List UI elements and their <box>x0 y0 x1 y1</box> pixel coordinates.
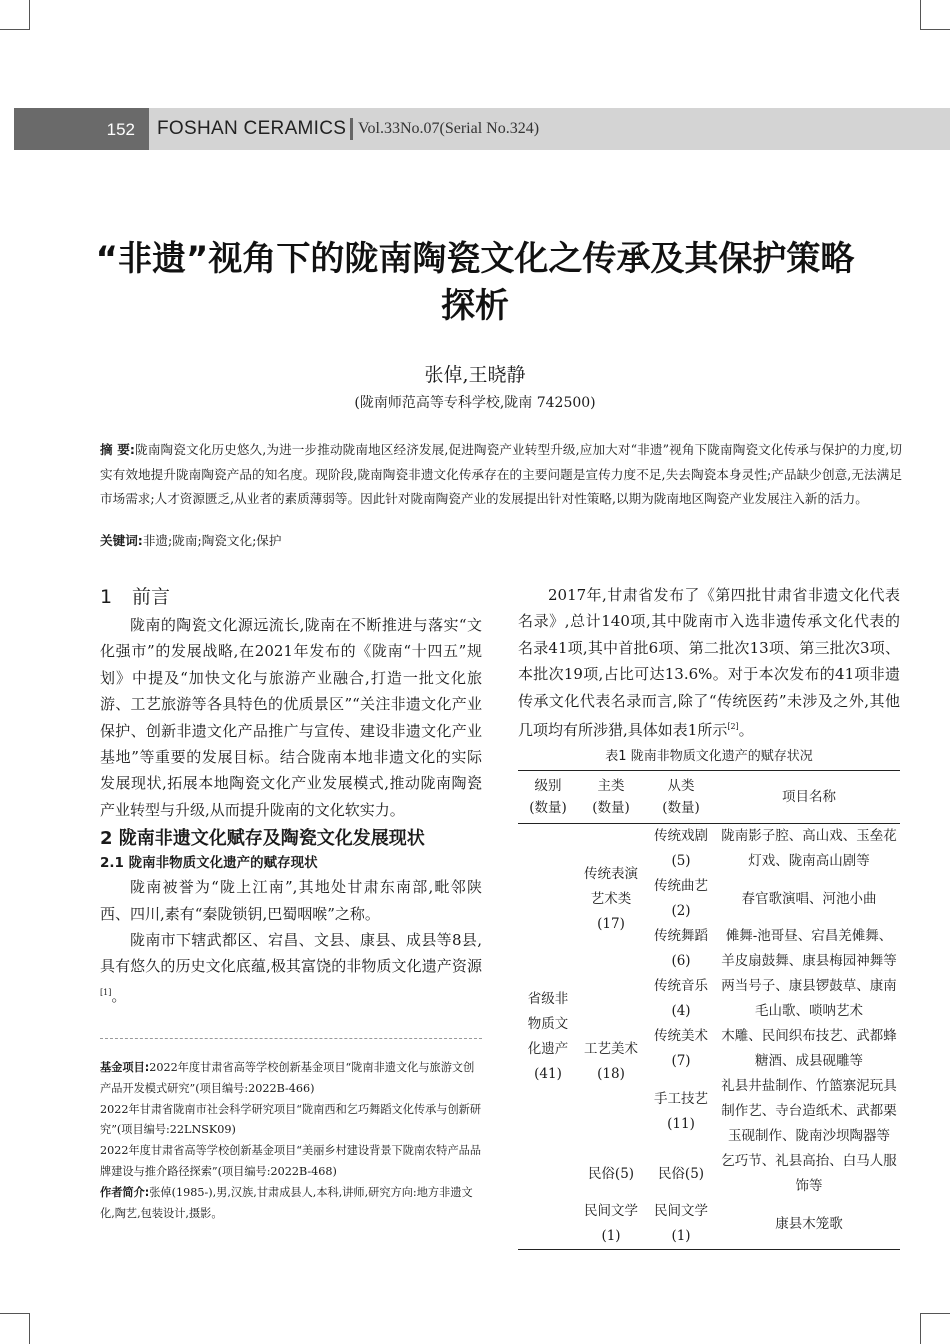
section-2-1-paragraph-1: 陇南被誉为“陇上江南”,其地处甘肃东南部,毗邻陕西、四川,素有“秦陇锁钥,巴蜀咽喉”之称。 <box>100 878 482 923</box>
crop-mark-top-left <box>0 0 30 30</box>
project-names-cell: 傩舞-池哥昼、宕昌羌傩舞、羊皮扇鼓舞、康县梅园神舞等 <box>721 928 897 970</box>
main-category-cell: 工艺美术 (18) <box>584 1040 638 1082</box>
table-1 <box>518 770 900 1250</box>
section-1-paragraph: 陇南的陶瓷文化源远流长,陇南在不断推进与落实“文化强市”的发展战略,在2021年发布的《陇南“十四五”规划》中提及“加快文化与旅游产业融合,打造一批文化旅游、工艺旅游等各具特色的优质景区”“关注非遗文化产业保护、创新非遗文化产品推广与宣传、建设非遗文化产业基地”等重要的发展目标。结合陇南本地非遗文化的实际发展现状,拓展本地陶瓷文化产业发展模式,推动陇南陶瓷产业转型与升级,从而提升陇南的文化软实力。 <box>100 616 482 819</box>
section-1-title: 前言 <box>132 586 171 608</box>
table-1-caption: 表1 陇南非物质文化遗产的赋存状况 <box>605 749 813 765</box>
author-bio: 张倬(1985-),男,汉族,甘肃成县人,本科,讲师,研究方向:地方非遗文化,陶艺,包装设计,摄影。 <box>100 1185 473 1220</box>
project-names-cell: 春官歌演唱、河池小曲 <box>741 890 877 907</box>
right-paragraph <box>518 582 900 743</box>
table-header-row <box>518 771 900 824</box>
fund-note-1 <box>100 1058 482 1100</box>
table-row <box>518 824 900 875</box>
title-line-2: 探析 <box>441 286 509 326</box>
project-names-cell: 两当号子、康县锣鼓草、康南毛山歌、唢呐艺术 <box>721 978 897 1020</box>
sub-category-cell: 民间文学 (1) <box>654 1203 708 1245</box>
keywords-text: 非遗;陇南;陶瓷文化;保护 <box>142 533 282 548</box>
main-category-cell: 民间文学 (1) <box>584 1203 638 1245</box>
author-label: 作者简介: <box>100 1185 150 1199</box>
crop-mark-top-right <box>920 0 950 30</box>
citation-1: [1] <box>100 987 112 997</box>
citation-2: [2] <box>727 722 739 732</box>
left-column <box>100 582 482 1009</box>
crop-mark-bottom-left <box>0 1313 30 1344</box>
section-2-1-paragraph-2 <box>100 927 482 1009</box>
section-2-heading: 2 陇南非遗文化赋存及陶瓷文化发展现状 <box>100 828 425 850</box>
sub-category-cell: 传统曲艺 (2) <box>654 878 708 920</box>
right-paragraph-text: 2017年,甘肃省发布了《第四批甘肃省非遗文化代表名录》,总计140项,其中陇南市入选非遗传承文化代表的名录41项,其中首批6项、第二批次13项、第三批次3项、本批次19项,占比可达13.6%。对于本次发布的41项非遗传承文化代表名录而言,除了“传统医药”未涉及之外,其他几项均有所涉猎,具体如表1所示 <box>518 586 900 740</box>
author-note <box>100 1183 482 1225</box>
crop-mark-bottom-right <box>920 1313 950 1344</box>
main-category-cell: 传统表演 艺术类 (17) <box>584 865 638 932</box>
table-header-cell: 项目名称 <box>718 771 900 824</box>
project-names-cell: 陇南影子腔、高山戏、玉垒花灯戏、陇南高山剧等 <box>721 828 897 870</box>
table-header-cell: 级别 (数量) <box>518 771 578 824</box>
paragraph-2-text: 陇南市下辖武都区、宕昌、文县、康县、成县等8县,具有悠久的历史文化底蕴,极其富饶的非物质文化遗产资源 <box>100 931 482 976</box>
sub-category-cell: 传统舞蹈 (6) <box>654 928 708 970</box>
footnote-divider <box>100 1038 482 1039</box>
abstract-label: 摘 要: <box>100 442 135 457</box>
article-title <box>40 236 910 330</box>
right-column <box>518 582 900 1250</box>
section-1-number: 1 <box>100 586 113 608</box>
page-number: 152 <box>14 108 149 150</box>
sub-category-cell: 传统音乐 (4) <box>654 978 708 1020</box>
project-names-cell: 礼县井盐制作、竹篮寨泥玩具制作艺、寺台造纸术、武都栗玉砚制作、陇南沙坝陶器等 <box>721 1078 897 1145</box>
fund-note-2: 2022年甘肃省陇南市社会科学研究项目“陇南西和乞巧舞蹈文化传承与创新研究”(项目编号:22LNSK09) <box>100 1102 482 1137</box>
abstract <box>100 438 902 512</box>
paragraph-2-end: 。 <box>111 986 127 1005</box>
project-names-cell: 乞巧节、礼县高抬、白马人服饰等 <box>721 1153 897 1195</box>
footnotes <box>100 1058 482 1224</box>
title-line-1: “非遗”视角下的陇南陶瓷文化之传承及其保护策略 <box>95 239 855 279</box>
project-names-cell: 康县木笼歌 <box>775 1215 843 1232</box>
abstract-text: 陇南陶瓷文化历史悠久,为进一步推动陇南地区经济发展,促进陶瓷产业转型升级,应加大对“非遗”视角下陇南陶瓷文化传承与保护的力度,切实有效地提升陇南陶瓷产品的知名度。现阶段,陇南陶瓷非遗文化传承存在的主要问题是宣传力度不足,失去陶瓷本身灵性;产品缺少创意,无法满足市场需求;人才资源匮乏,从业者的素质薄弱等。因此针对陇南陶瓷产业的发展提出针对性策略,以期为陇南地区陶瓷产业发展注入新的活力。 <box>100 442 903 506</box>
table-header-cell: 从类 (数量) <box>644 771 718 824</box>
fund-note-3: 2022年度甘肃省高等学校创新基金项目“美丽乡村建设背景下陇南农特产品品牌建设与推介路径探索”(项目编号:2022B-468) <box>100 1144 482 1178</box>
section-1-heading <box>100 582 482 612</box>
right-paragraph-end: 。 <box>738 721 754 740</box>
keywords-label: 关键词: <box>100 533 143 548</box>
sub-category-cell: 传统戏剧 (5) <box>654 828 708 870</box>
keywords <box>100 530 282 549</box>
volume-info: Vol.33No.07(Serial No.324) <box>358 120 540 137</box>
project-names-cell: 木雕、民间织布技艺、武都蜂糖酒、成县砚雕等 <box>721 1028 897 1070</box>
main-category-cell: 民俗(5) <box>587 1165 635 1182</box>
sub-category-cell: 传统美术 (7) <box>654 1028 708 1070</box>
sub-category-cell: 手工技艺 (11) <box>654 1090 708 1132</box>
authors: 张倬,王晓静 <box>424 364 526 386</box>
sub-category-cell: 民俗(5) <box>657 1165 705 1182</box>
journal-name: FOSHAN CERAMICS <box>157 118 347 139</box>
affiliation: (陇南师范高等专科学校,陇南 742500) <box>354 395 596 411</box>
fund-1-text: 2022年度甘肃省高等学校创新基金项目“陇南非遗文化与旅游文创产品开发模式研究”(项目编号:2022B-466) <box>100 1061 475 1095</box>
header-divider <box>350 118 353 140</box>
section-2-1-heading: 2.1 陇南非物质文化遗产的赋存现状 <box>100 855 318 872</box>
table-header-cell: 主类 (数量) <box>578 771 644 824</box>
fund-label: 基金项目: <box>100 1061 150 1074</box>
level-cell: 省级非 物质文 化遗产 (41) <box>527 990 569 1082</box>
